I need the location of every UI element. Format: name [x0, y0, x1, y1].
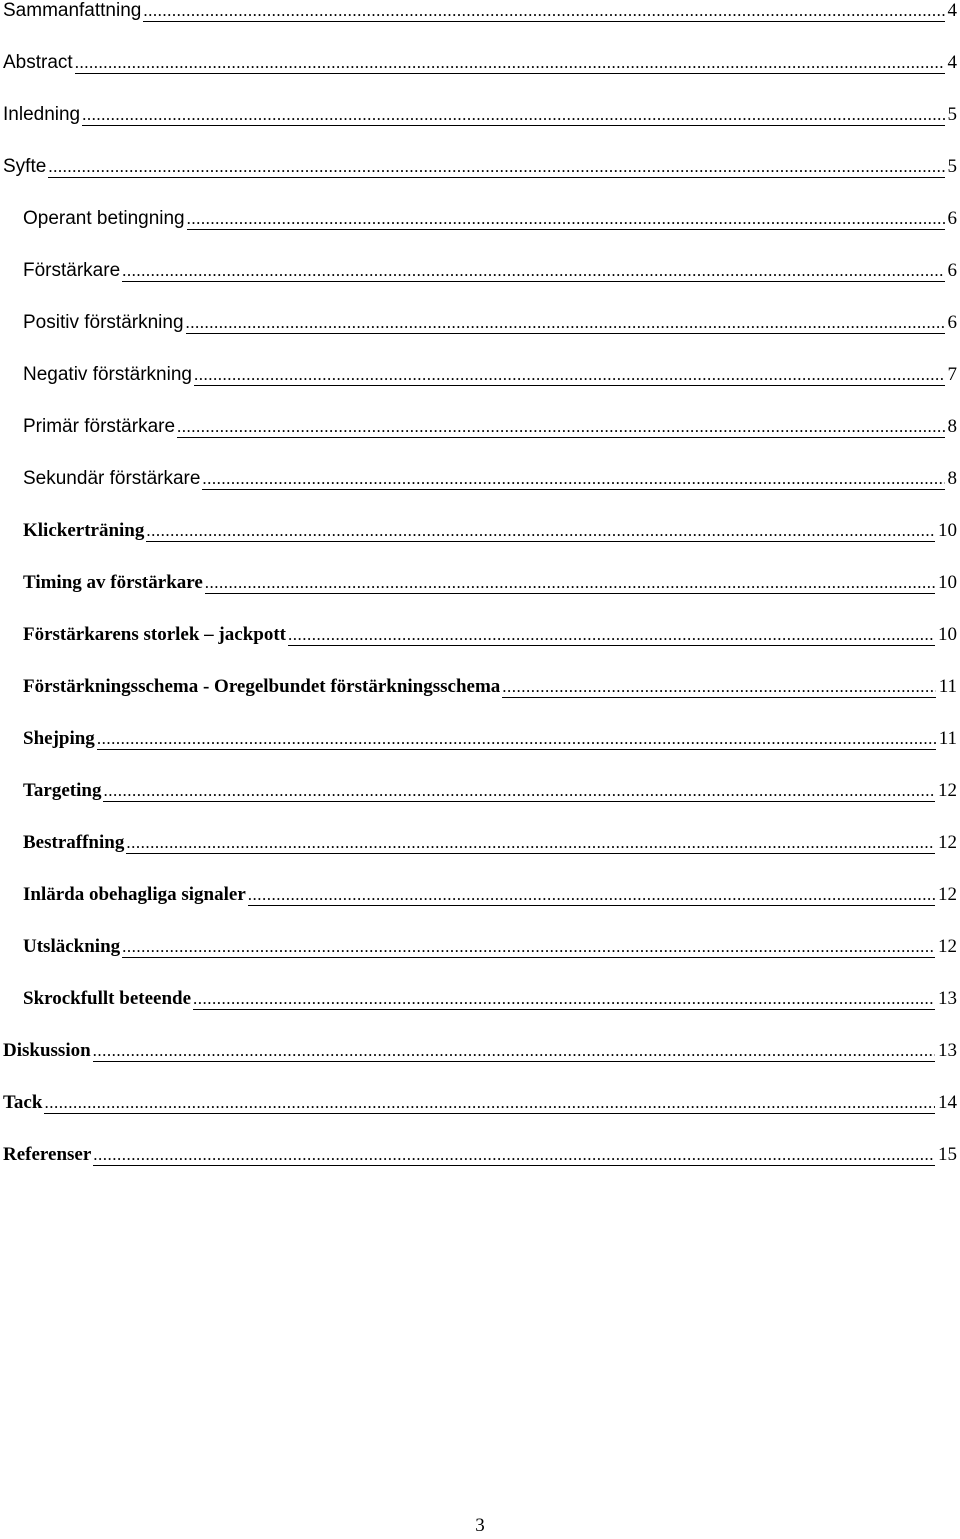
- toc-entry-operant-betingning[interactable]: [23, 206, 957, 232]
- toc-leader-dots: [194, 365, 945, 386]
- toc-entry-title: Förstärkningsschema - Oregelbundet förstärkningsschema: [23, 676, 501, 697]
- toc-entry-bestraffning[interactable]: [23, 830, 957, 856]
- toc-leader-dots: [187, 209, 945, 230]
- toc-entry-title: Förstärkarens storlek – jackpott: [23, 624, 286, 645]
- toc-entry-title: Syfte: [3, 156, 47, 177]
- toc-entry-primar-forstarkare[interactable]: [23, 414, 957, 440]
- toc-entry-page: 10: [938, 572, 957, 593]
- toc-leader-dots: [205, 573, 935, 594]
- toc-leader-dots: [122, 261, 944, 282]
- toc-entry-title: Sammanfattning: [3, 0, 142, 21]
- toc-entry-title: Positiv förstärkning: [23, 312, 184, 333]
- toc-leader-dots: [82, 105, 944, 126]
- toc-entry-page: 4: [947, 52, 957, 73]
- toc-entry-page: 6: [947, 260, 957, 281]
- toc-entry-page: 5: [947, 104, 957, 125]
- toc-leader-dots: [97, 729, 936, 750]
- toc-entry-title: Inledning: [3, 104, 81, 125]
- toc-entry-title: Referenser: [3, 1144, 92, 1165]
- toc-leader-dots: [75, 53, 945, 74]
- toc-leader-dots: [93, 1145, 935, 1166]
- toc-entry-page: 12: [938, 832, 957, 853]
- toc-leader-dots: [288, 625, 935, 646]
- toc-leader-dots: [177, 417, 944, 438]
- toc-entry-targeting[interactable]: [23, 778, 957, 804]
- toc-entry-referenser[interactable]: [3, 1142, 957, 1168]
- toc-leader-dots: [48, 157, 944, 178]
- toc-entry-title: Tack: [3, 1092, 43, 1113]
- toc-entry-klickertraning[interactable]: [23, 518, 957, 544]
- toc-entry-title: Utsläckning: [23, 936, 121, 957]
- toc-entry-inledning[interactable]: [3, 102, 957, 128]
- toc-entry-title: Targeting: [23, 780, 102, 801]
- toc-entry-inlarda-obehagliga-signaler[interactable]: [23, 882, 957, 908]
- toc-entry-sekundar-forstarkare[interactable]: [23, 466, 957, 492]
- toc-leader-dots: [122, 937, 935, 958]
- toc-entry-page: 10: [938, 624, 957, 645]
- toc-entry-title: Primär förstärkare: [23, 416, 176, 437]
- toc-entry-page: 6: [947, 208, 957, 229]
- toc-entry-title: Diskussion: [3, 1040, 91, 1061]
- toc-entry-title: Abstract: [3, 52, 73, 73]
- toc-entry-skrockfullt-beteende[interactable]: [23, 986, 957, 1012]
- toc-entry-title: Inlärda obehagliga signaler: [23, 884, 246, 905]
- toc-entry-sammanfattning[interactable]: [3, 0, 957, 24]
- toc-leader-dots: [186, 313, 945, 334]
- toc-leader-dots: [126, 833, 935, 854]
- toc-entry-page: 6: [947, 312, 957, 333]
- toc-leader-dots: [143, 1, 944, 22]
- toc-entry-title: Bestraffning: [23, 832, 125, 853]
- toc-entry-positiv-forstarkning[interactable]: [23, 310, 957, 336]
- toc-entry-title: Negativ förstärkning: [23, 364, 192, 385]
- toc-entry-forstarkare[interactable]: [23, 258, 957, 284]
- toc-entry-negativ-forstarkning[interactable]: [23, 362, 957, 388]
- toc-leader-dots: [248, 885, 935, 906]
- toc-entry-utslackning[interactable]: [23, 934, 957, 960]
- toc-entry-page: 10: [938, 520, 957, 541]
- toc-entry-forstarkarens-storlek-jackpott[interactable]: [23, 622, 957, 648]
- toc-entry-tack[interactable]: [3, 1090, 957, 1116]
- toc-entry-page: 4: [947, 0, 957, 21]
- toc-entry-page: 12: [938, 780, 957, 801]
- toc-entry-diskussion[interactable]: [3, 1038, 957, 1064]
- toc-entry-page: 8: [947, 416, 957, 437]
- toc-entry-page: 13: [938, 988, 957, 1009]
- toc-entry-page: 13: [938, 1040, 957, 1061]
- toc-entry-title: Shejping: [23, 728, 95, 749]
- toc-entry-forstarkningsschema[interactable]: [23, 674, 957, 700]
- toc-entry-page: 12: [938, 936, 957, 957]
- toc-entry-page: 12: [938, 884, 957, 905]
- toc-entry-page: 11: [938, 728, 957, 749]
- toc-entry-abstract[interactable]: [3, 50, 957, 76]
- toc-entry-title: Operant betingning: [23, 208, 185, 229]
- toc-entry-title: Klickerträning: [23, 520, 145, 541]
- page-number: 3: [475, 1515, 485, 1536]
- toc-leader-dots: [146, 521, 935, 542]
- toc-entry-syfte[interactable]: [3, 154, 957, 180]
- toc-entry-shejping[interactable]: [23, 726, 957, 752]
- toc-entry-page: 15: [938, 1144, 957, 1165]
- toc-entry-page: 5: [947, 156, 957, 177]
- toc-leader-dots: [103, 781, 935, 802]
- toc-entry-title: Timing av förstärkare: [23, 572, 203, 593]
- toc-leader-dots: [193, 989, 935, 1010]
- toc-leader-dots: [93, 1041, 935, 1062]
- toc-entry-title: Skrockfullt beteende: [23, 988, 192, 1009]
- toc-leader-dots: [44, 1093, 935, 1114]
- toc-entry-timing-av-forstarkare[interactable]: [23, 570, 957, 596]
- toc-leader-dots: [502, 677, 935, 698]
- toc-entry-title: Förstärkare: [23, 260, 121, 281]
- toc-entry-page: 8: [947, 468, 957, 489]
- toc-entry-page: 7: [947, 364, 957, 385]
- toc-entry-page: 11: [938, 676, 957, 697]
- toc-entry-title: Sekundär förstärkare: [23, 468, 201, 489]
- toc-leader-dots: [202, 469, 944, 490]
- toc-entry-page: 14: [938, 1092, 957, 1113]
